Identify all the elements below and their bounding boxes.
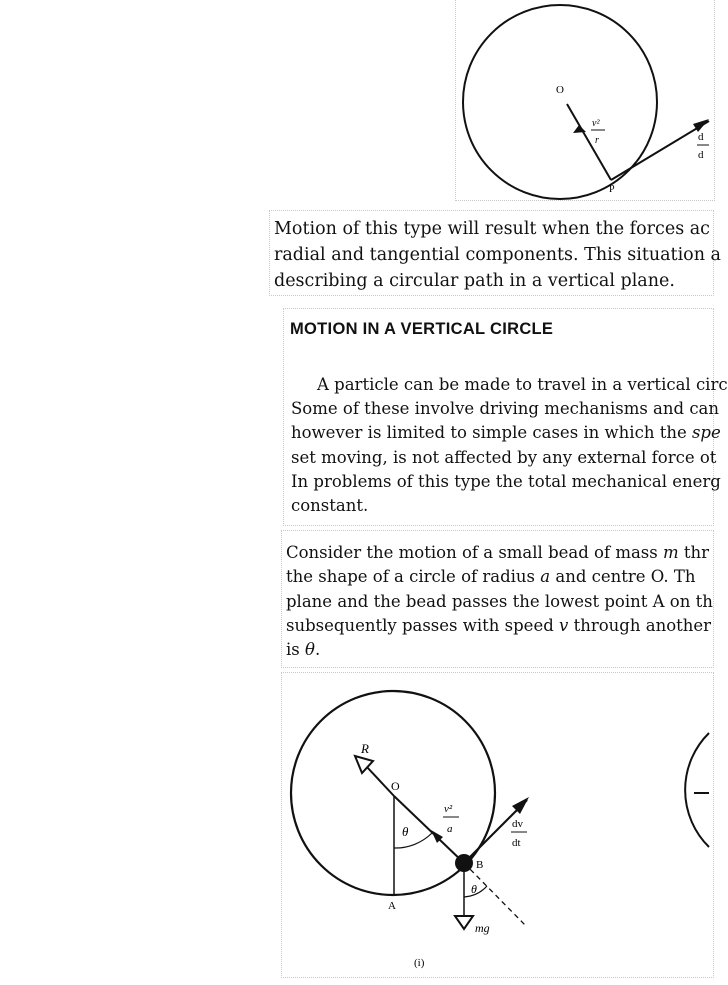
paragraph-3-line: is θ. bbox=[286, 640, 321, 660]
section-heading: MOTION IN A VERTICAL CIRCLE bbox=[290, 320, 554, 338]
paragraph-1-line: describing a circular path in a vertical plane. bbox=[274, 271, 675, 291]
top-label-o: O bbox=[556, 84, 564, 96]
section-line: A particle can be made to travel in a vertical circ bbox=[317, 375, 728, 394]
top-label-v2: v² bbox=[592, 118, 600, 129]
label-r: R bbox=[361, 741, 369, 756]
paragraph-3-line: plane and the bead passes the lowest point A on th bbox=[286, 591, 713, 611]
reaction-line bbox=[366, 766, 394, 796]
label-theta-b: θ bbox=[471, 882, 477, 896]
section-line: Some of these involve driving mechanisms and can bbox=[291, 399, 720, 419]
label-a-den: a bbox=[447, 823, 453, 835]
label-a: A bbox=[388, 900, 396, 912]
label-o: O bbox=[391, 779, 400, 793]
paragraph-3-line: Consider the motion of a small bead of mass m thr bbox=[286, 543, 710, 562]
top-label-r: r bbox=[595, 135, 599, 146]
section-line: however is limited to simple cases in which the spe bbox=[291, 423, 721, 443]
label-dt: dt bbox=[512, 837, 521, 849]
paragraph-3-line: subsequently passes with speed v through another bbox=[286, 615, 712, 635]
bead bbox=[455, 854, 473, 872]
label-b: B bbox=[476, 859, 484, 871]
paragraph-1-line: Motion of this type will result when the forces ac bbox=[274, 219, 710, 239]
label-mg: mg bbox=[475, 921, 490, 935]
figure-caption: (i) bbox=[414, 957, 425, 969]
label-dv: dv bbox=[512, 818, 523, 830]
paragraph-1-line: radial and tangential components. This situation a bbox=[274, 245, 721, 265]
section-line: In problems of this type the total mechanical energ bbox=[291, 471, 721, 491]
second-circle-partial bbox=[685, 733, 709, 847]
angle-arc-o bbox=[394, 833, 432, 848]
section-line: set moving, is not affected by any external force ot bbox=[291, 447, 717, 467]
label-v2: v² bbox=[444, 803, 453, 815]
top-label-d2: d bbox=[698, 149, 704, 161]
weight-arrowhead bbox=[455, 916, 473, 929]
top-label-p: P bbox=[609, 184, 615, 195]
label-theta-o: θ bbox=[402, 824, 409, 839]
top-label-d1: d bbox=[698, 131, 704, 143]
paragraph-3-line: the shape of a circle of radius a and centre O. Th bbox=[286, 567, 696, 587]
section-line: constant. bbox=[291, 496, 369, 516]
